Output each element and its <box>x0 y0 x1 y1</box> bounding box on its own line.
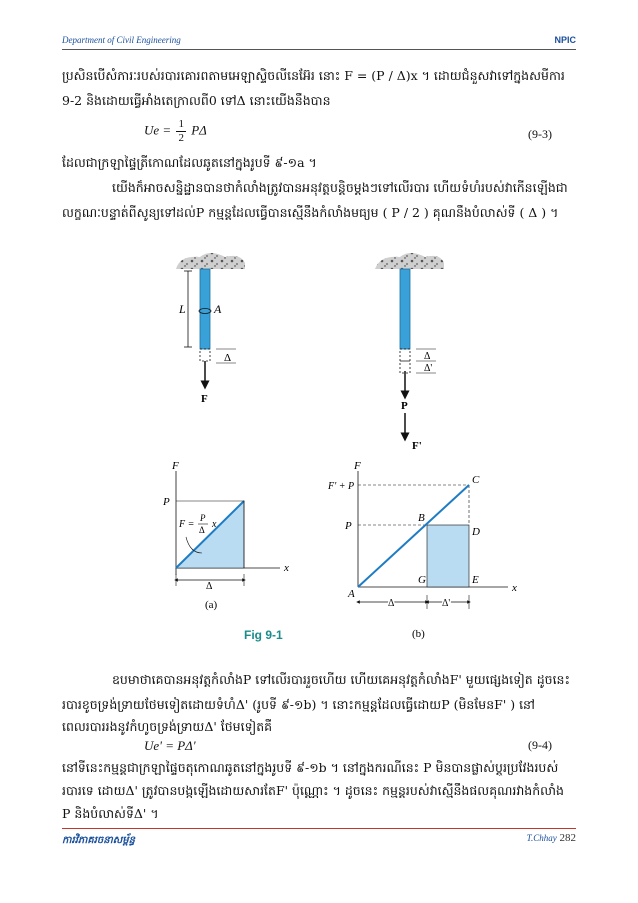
eq1-number: (9-3) <box>528 127 552 141</box>
right-P-label: P <box>401 400 408 412</box>
plot-a-y-label: F <box>172 460 179 472</box>
plot-a <box>162 460 289 611</box>
page-number: 282 <box>559 832 576 844</box>
department-name: Department of Civil Engineering <box>62 35 181 45</box>
eq1-fraction <box>176 118 186 145</box>
plot-b-E: E <box>472 574 479 586</box>
footer-author: T.Chhay <box>526 833 557 843</box>
left-bar-delta: Δ <box>224 352 232 364</box>
plot-a-F-eq: F = <box>179 519 195 530</box>
right-support-ground <box>375 253 444 269</box>
plot-a-x: x <box>212 519 217 530</box>
page-header <box>62 35 576 50</box>
paragraph2-line2: យើងក៏អាចសន្និដ្ឋានបានថាកំលាំងត្រូវបានអនុវត្តបន្តិចម្តងៗទៅលើរបារ ហើយទំហំរបស់វាកើនឡើងជា <box>112 180 568 195</box>
paragraph3-line2: របារខូចទ្រង់ទ្រាយថែមទៀតដោយទំហំΔ' (រូបទី ៩-១b) ។ នោះកម្មន្តដែលធ្វើដោយP (មិនមែនF' ) នៅ <box>62 697 535 712</box>
footer-page <box>527 832 576 844</box>
plot-a-frac-num: P <box>200 513 206 523</box>
eq1-frac-den: 2 <box>178 132 184 144</box>
left-bar-L: L <box>179 302 186 316</box>
figure-9-1 <box>0 235 638 665</box>
paragraph1-line1: ប្រសិនបើសំភារៈរបស់របារគោរពតាមអេឡាស្ទិចលីនេអ៊ែរ នោះ F = (P / Δ)x ។ ដោយជំនួសវាទៅក្នុងសមីការ <box>62 68 565 83</box>
plot-a-sub-label: (a) <box>205 599 218 611</box>
left-bar-extension <box>200 349 210 361</box>
plot-b-x-label: x <box>512 582 517 594</box>
eq1-frac-num: 1 <box>178 118 184 130</box>
right-bar-delta-prime: Δ' <box>424 363 433 374</box>
right-bar <box>400 269 410 349</box>
right-bar-diagram <box>375 253 444 452</box>
left-bar-A: A <box>214 302 222 316</box>
page-footer <box>62 828 576 851</box>
plot-b-D: D <box>472 526 480 538</box>
equation-9-3 <box>144 118 207 145</box>
eq2-number: (9-4) <box>528 738 552 752</box>
footer-title: ការវិភាគរចនាសម្ព័ន្ធ <box>62 835 135 846</box>
equation-9-4: Ue' = PΔ' <box>144 738 196 753</box>
eq1-lhs: Ue = <box>144 122 175 138</box>
institute-name: NPIC <box>554 35 576 45</box>
plot-b-FP: F' + P <box>328 481 355 492</box>
plot-a-P: P <box>163 496 170 508</box>
plot-b-A: A <box>348 588 355 600</box>
paragraph4-line3: P និងបំលាស់ទីΔ' ។ <box>62 806 159 821</box>
paragraph1-line2: 9-2 និងដោយធ្វើអាំងតេក្រាលពី0 ទៅΔ នោះយើងនឹងបាន <box>62 93 331 108</box>
plot-a-delta: Δ <box>206 581 213 592</box>
plot-b-sub-label: (b) <box>412 628 425 640</box>
plot-b-shaded-rect <box>427 525 469 587</box>
plot-b-delta: Δ <box>388 598 395 609</box>
plot-b-P: P <box>345 520 352 532</box>
plot-b-y-label: F <box>354 460 361 472</box>
paragraph3-line1: ឧបមាថាគេបានអនុវត្តកំលាំងP ទៅលើរបាររួចហើយ ហើយគេអនុវត្តកំលាំងF' មួយផ្សេងទៀត ដូចនេះ <box>112 672 570 687</box>
plot-a-x-label: x <box>284 562 289 574</box>
plot-a-frac-den: Δ <box>199 525 205 535</box>
plot-b-delta-prime: Δ' <box>442 598 451 609</box>
plot-b-B: B <box>418 512 425 524</box>
paragraph2-line1: ដែលជាក្រឡាផ្ទៃត្រីកោណដែលឆូតនៅក្នុងរូបទី ៩-១a ។ <box>62 155 317 170</box>
paragraph3-line3: ពេលរបាររងនូវកំហូចទ្រង់ទ្រាយΔ' ថែមទៀតគឺ <box>62 719 273 734</box>
left-support-ground <box>176 253 245 269</box>
plot-b-G: G <box>418 574 426 586</box>
left-bar-diagram <box>176 253 245 405</box>
plot-b <box>327 460 517 640</box>
right-bar-delta: Δ <box>424 351 431 362</box>
right-Fprime-label: F' <box>412 440 422 452</box>
eq1-rhs: PΔ <box>191 122 207 138</box>
figure-caption: Fig 9-1 <box>244 628 283 642</box>
paragraph2-line3: លក្ខណៈបន្ទាត់ពីសូន្យទៅដល់P កម្មន្តដែលធ្វើបានស្មើនឹងកំលាំងមធ្យម ( P / 2 ) គុណនឹងបំលាស់ទី ( Δ ) ។ <box>62 205 559 220</box>
plot-b-C: C <box>472 474 480 486</box>
left-force-label: F <box>201 393 208 405</box>
paragraph4-line1: នៅទីនេះកម្មន្តជាក្រឡាផ្ទៃចតុកោណឆូតនៅក្នុងរូបទី ៩-១b ។ នៅក្នុងករណីនេះ P មិនបានផ្លាស់ប្តូរប្រវែងរបស់ <box>62 760 559 775</box>
paragraph4-line2: របារទេ ដោយΔ' ត្រូវបានបង្កឡើងដោយសារតែF' ប៉ុណ្ណោះ ។ ដូចនេះ កម្មន្តរបស់វាស្មើនឹងផលគុណរវាងកំលាំង <box>62 783 564 798</box>
right-bar-extension-1 <box>400 349 410 361</box>
